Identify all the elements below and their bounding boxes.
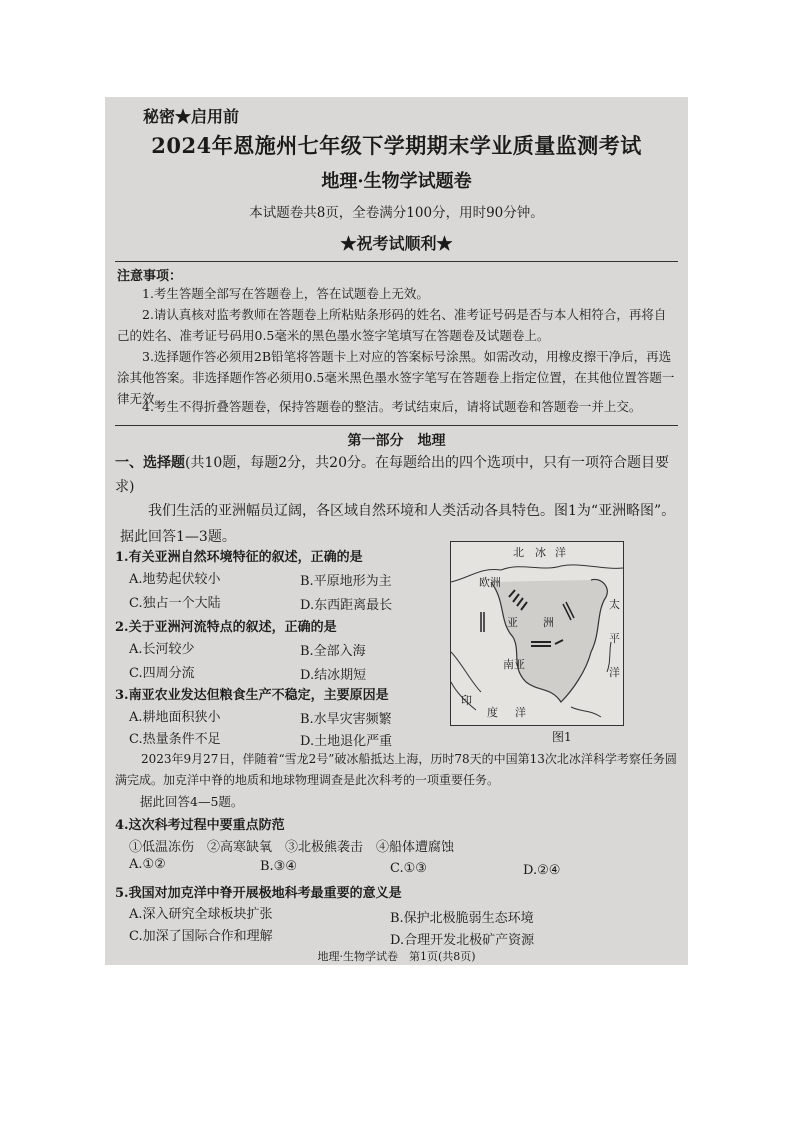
q4-items: ①低温冻伤 ②高寒缺氧 ③北极熊袭击 ④船体遭腐蚀 [129, 840, 455, 855]
map-label-europe: 欧洲 [479, 576, 501, 589]
secret-label: 秘密★启用前 [143, 107, 240, 126]
q3-option-b[interactable]: B.水旱灾害频繁 [300, 712, 392, 727]
q3-option-c[interactable]: C.热量条件不足 [129, 732, 221, 747]
q5-stem: 5.我国对加克洋中脊开展极地科考最重要的意义是 [115, 886, 402, 901]
notice-item-2: 2.请认真核对监考教师在答题卷上所粘贴条形码的姓名、准考证号码是否与本人相符合，再将自己的姓名、准考证号码用0.5毫米的黑色墨水签字笔填写在答题卷及试题卷上。 [117, 307, 667, 343]
q3-stem: 3.南亚农业发达但粮食生产不稳定，主要原因是 [115, 688, 389, 703]
q4-stem: 4.这次科考过程中要重点防范 [115, 818, 285, 833]
q2-option-c[interactable]: C.四周分流 [129, 666, 195, 681]
map-caption: 图1 [552, 730, 572, 744]
q4-option-a[interactable]: A.①② [129, 857, 166, 872]
q5-option-b[interactable]: B.保护北极脆弱生态环境 [390, 911, 534, 926]
section-title: 第一部分 地理 [347, 433, 446, 449]
q4-option-d[interactable]: D.②④ [523, 863, 561, 878]
q1-option-c[interactable]: C.独占一个大陆 [129, 596, 221, 611]
map-label-yin: 印 [461, 694, 472, 707]
notice-title: 注意事项： [117, 269, 183, 284]
exam-subtitle: 地理·生物学试题卷 [321, 171, 472, 192]
q5-option-a[interactable]: A.深入研究全球板块扩张 [129, 907, 273, 922]
intro-2: 2023年9月27日，伴随着“雪龙2号”破冰船抵达上海，历时78天的中国第13次北冰洋科学考察任务圆满完成。加克洋中脊的地质和地球物理调查是此次科考的一项重要任务。 [115, 752, 677, 787]
q3-option-d[interactable]: D.土地退化严重 [300, 734, 393, 749]
notice-item-3: 3.选择题作答必须用2B铅笔将答题卡上对应的答案标号涂黑。如需改动，用橡皮擦干净后，再选涂其他答案。非选择题作答必须用0.5毫米黑色墨水签字笔写在答题卷上指定位置，在其他位置答题一律无效。 [117, 349, 675, 406]
part1-desc: (共10题，每题2分，共20分。在每题给出的四个选项中，只有一项符合题目要求) [115, 455, 669, 495]
q2-option-b[interactable]: B.全部入海 [300, 644, 366, 659]
map-label-yang-2: 洋 [609, 666, 620, 679]
map-label-tai: 太 [609, 598, 620, 611]
intro-1: 我们生活的亚洲幅员辽阔，各区域自然环境和人类活动各具特色。图1为“亚洲略图”。据此回答1—3题。 [120, 503, 676, 545]
page-footer: 地理·生物学试卷 第1页(共8页) [317, 950, 476, 963]
q1-stem: 1.有关亚洲自然环境特征的叙述，正确的是 [115, 550, 363, 565]
q3-option-a[interactable]: A.耕地面积狭小 [129, 710, 221, 725]
divider-section [115, 425, 678, 426]
q1-option-b[interactable]: B.平原地形为主 [300, 574, 392, 589]
map-label-bei: 北 [513, 546, 524, 559]
exam-title: 2024年恩施州七年级下学期期末学业质量监测考试 [151, 133, 642, 158]
map-label-yang-1: 洋 [555, 546, 566, 559]
divider-top [115, 261, 678, 262]
asia-map [450, 541, 624, 726]
part1-label: 一、选择题 [115, 455, 185, 471]
map-label-yang-3: 洋 [515, 706, 526, 719]
map-label-south-asia: 南亚 [503, 658, 525, 671]
q2-option-d[interactable]: D.结冰期短 [300, 668, 367, 683]
map-label-bing: 冰 [535, 546, 546, 559]
q1-option-a[interactable]: A.地势起伏较小 [129, 572, 221, 587]
map-label-ping: 平 [609, 632, 620, 645]
exam-page [105, 97, 688, 965]
exam-info: 本试题卷共8页，全卷满分100分，用时90分钟。 [249, 205, 544, 221]
map-label-ya: 亚 [507, 616, 518, 629]
map-label-du: 度 [487, 706, 498, 719]
notice-item-1: 1.考生答题全部写在答题卷上，答在试题卷上无效。 [142, 286, 429, 301]
map-label-zhou: 洲 [543, 616, 554, 629]
q5-option-c[interactable]: C.加深了国际合作和理解 [129, 929, 273, 944]
notice-item-4: 4.考生不得折叠答题卷，保持答题卷的整洁。考试结束后，请将试题卷和答题卷一并上交。 [142, 399, 642, 414]
q5-option-d[interactable]: D.合理开发北极矿产资源 [390, 933, 535, 948]
q4-option-b[interactable]: B.③④ [260, 859, 297, 874]
q2-stem: 2.关于亚洲河流特点的叙述，正确的是 [115, 620, 337, 635]
part1-header [115, 451, 680, 499]
asia-map-drawing [451, 542, 623, 725]
q4-option-c[interactable]: C.①③ [390, 861, 427, 876]
q1-option-d[interactable]: D.东西距离最长 [300, 598, 393, 613]
intro-2b: 据此回答4—5题。 [140, 794, 244, 809]
exam-wish: ★祝考试顺利★ [340, 234, 453, 253]
q2-option-a[interactable]: A.长河较少 [129, 642, 195, 657]
